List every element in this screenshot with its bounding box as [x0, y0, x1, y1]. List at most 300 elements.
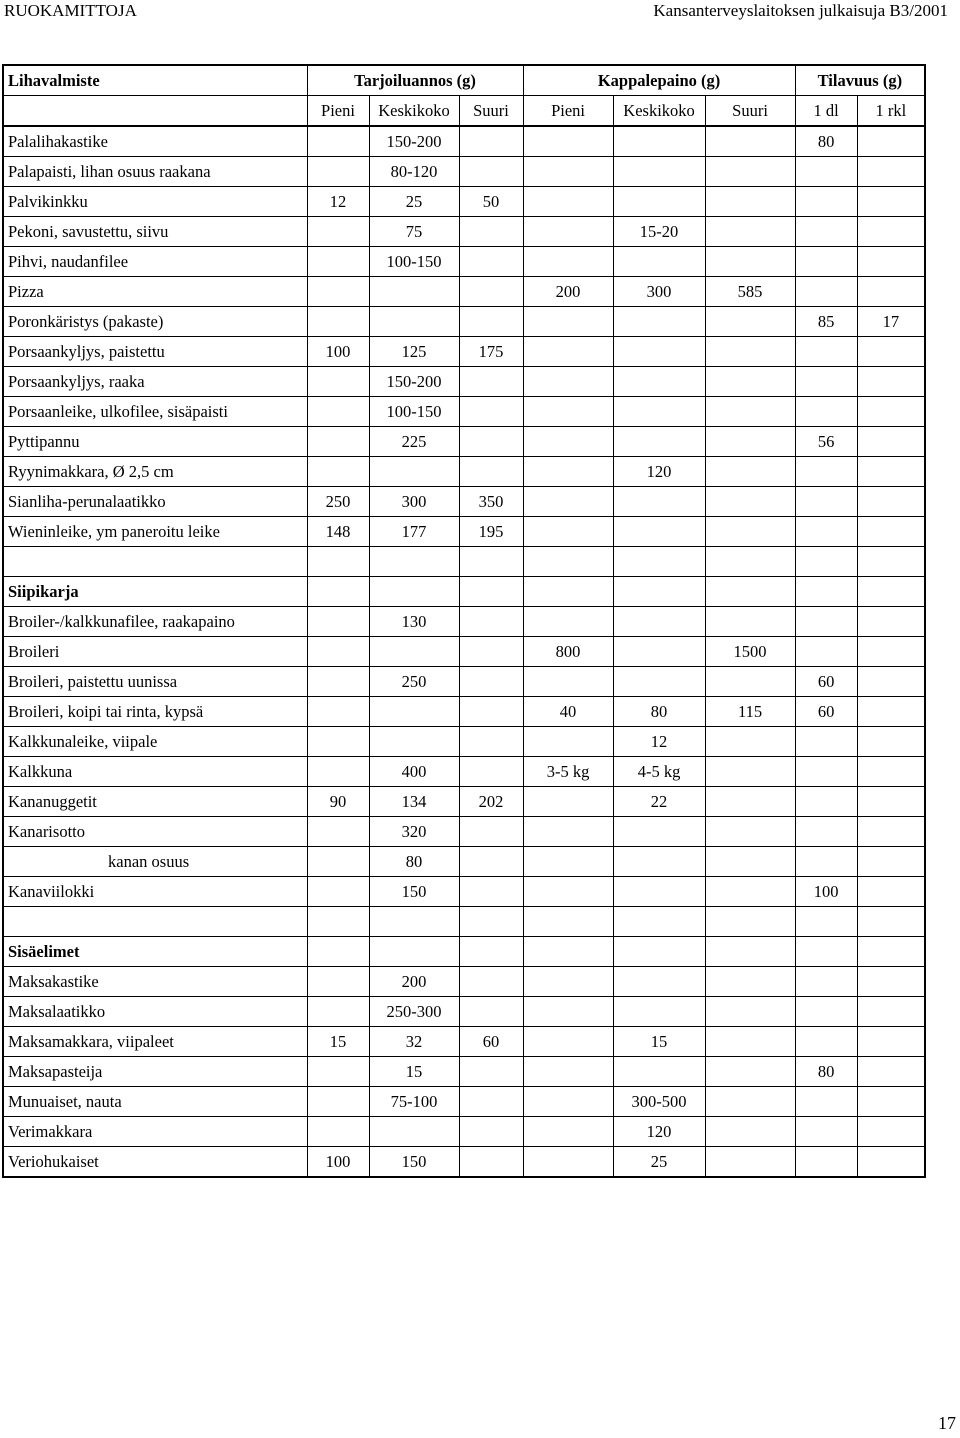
value-cell: [795, 367, 857, 397]
value-cell: 15: [369, 1057, 459, 1087]
value-cell: [307, 607, 369, 637]
value-cell: 350: [459, 487, 523, 517]
header-title-left: RUOKAMITTOJA: [4, 1, 137, 20]
value-cell: [795, 847, 857, 877]
value-cell: [705, 217, 795, 247]
food-name-cell: Kananuggetit: [3, 787, 307, 817]
table-row: [3, 967, 925, 997]
value-cell: 177: [369, 517, 459, 547]
value-cell: 22: [613, 787, 705, 817]
value-cell: [857, 337, 925, 367]
value-cell: [307, 247, 369, 277]
value-cell: [795, 247, 857, 277]
value-cell: [795, 607, 857, 637]
value-cell: 80: [613, 697, 705, 727]
table-body: [3, 126, 925, 1177]
food-name-cell: Broileri: [3, 637, 307, 667]
value-cell: 100: [307, 337, 369, 367]
food-name-cell: Maksakastike: [3, 967, 307, 997]
table-row: [3, 1057, 925, 1087]
value-cell: [307, 697, 369, 727]
value-cell: [705, 487, 795, 517]
value-cell: [705, 877, 795, 907]
food-name-cell: Kalkkunaleike, viipale: [3, 727, 307, 757]
table-row: [3, 517, 925, 547]
value-cell: [705, 307, 795, 337]
value-cell: [857, 427, 925, 457]
value-cell: [705, 727, 795, 757]
value-cell: [613, 367, 705, 397]
value-cell: [613, 307, 705, 337]
group-header: Tilavuus (g): [795, 65, 925, 96]
subheader-row: [3, 96, 925, 127]
value-cell: [459, 607, 523, 637]
value-cell: [705, 1087, 795, 1117]
value-cell: [459, 637, 523, 667]
value-cell: [613, 517, 705, 547]
value-cell: [795, 157, 857, 187]
table-row: [3, 637, 925, 667]
value-cell: [307, 367, 369, 397]
value-cell: 148: [307, 517, 369, 547]
table-row: [3, 607, 925, 637]
value-cell: 202: [459, 787, 523, 817]
value-cell: [857, 1057, 925, 1087]
value-cell: [857, 157, 925, 187]
value-cell: [857, 217, 925, 247]
value-cell: 60: [795, 667, 857, 697]
value-cell: 15: [613, 1027, 705, 1057]
food-name-cell: Maksalaatikko: [3, 997, 307, 1027]
value-cell: [613, 967, 705, 997]
page-header: [0, 0, 960, 24]
value-cell: [705, 967, 795, 997]
empty-cell: [857, 937, 925, 967]
group-header: Tarjoiluannos (g): [307, 65, 523, 96]
value-cell: [369, 1117, 459, 1147]
empty-cell: [369, 577, 459, 607]
value-cell: [795, 1027, 857, 1057]
value-cell: 130: [369, 607, 459, 637]
empty-cell: [369, 907, 459, 937]
food-name-cell: Porsaankyljys, raaka: [3, 367, 307, 397]
table-row: [3, 1027, 925, 1057]
value-cell: 4-5 kg: [613, 757, 705, 787]
value-cell: [307, 757, 369, 787]
value-cell: [857, 1117, 925, 1147]
value-cell: [857, 247, 925, 277]
table-row: [3, 787, 925, 817]
empty-cell: [705, 547, 795, 577]
food-name-cell: Maksamakkara, viipaleet: [3, 1027, 307, 1057]
value-cell: [857, 697, 925, 727]
value-cell: [613, 187, 705, 217]
value-cell: [369, 277, 459, 307]
food-name-cell: kanan osuus: [3, 847, 307, 877]
value-cell: [307, 457, 369, 487]
section-title: Sisäelimet: [3, 937, 307, 967]
food-name-cell: Pekoni, savustettu, siivu: [3, 217, 307, 247]
value-cell: 250: [369, 667, 459, 697]
food-name-cell: Wieninleike, ym paneroitu leike: [3, 517, 307, 547]
value-cell: [857, 187, 925, 217]
value-cell: [307, 1057, 369, 1087]
value-cell: [523, 187, 613, 217]
value-cell: [307, 157, 369, 187]
food-name-cell: Broiler-/kalkkunafilee, raakapaino: [3, 607, 307, 637]
value-cell: 150-200: [369, 367, 459, 397]
value-cell: [613, 1057, 705, 1087]
value-cell: [523, 157, 613, 187]
value-cell: 90: [307, 787, 369, 817]
value-cell: [705, 997, 795, 1027]
value-cell: 300: [613, 277, 705, 307]
subheader-cell: Keskikoko: [369, 96, 459, 127]
table-row: [3, 757, 925, 787]
value-cell: [459, 847, 523, 877]
value-cell: 400: [369, 757, 459, 787]
food-name-cell: Porsaanleike, ulkofilee, sisäpaisti: [3, 397, 307, 427]
section-header-row: [3, 577, 925, 607]
value-cell: [857, 997, 925, 1027]
value-cell: 3-5 kg: [523, 757, 613, 787]
value-cell: [459, 367, 523, 397]
value-cell: 85: [795, 307, 857, 337]
table-row: [3, 697, 925, 727]
value-cell: [613, 817, 705, 847]
subheader-cell: 1 dl: [795, 96, 857, 127]
subheader-cell: Suuri: [459, 96, 523, 127]
value-cell: [523, 727, 613, 757]
value-cell: 100: [307, 1147, 369, 1178]
empty-cell: [307, 577, 369, 607]
value-cell: [369, 637, 459, 667]
food-name-cell: Palalihakastike: [3, 126, 307, 157]
value-cell: [857, 847, 925, 877]
value-cell: [523, 337, 613, 367]
value-cell: [613, 157, 705, 187]
food-name-cell: Munuaiset, nauta: [3, 1087, 307, 1117]
value-cell: [369, 457, 459, 487]
value-cell: [613, 997, 705, 1027]
table-row: [3, 997, 925, 1027]
value-cell: 585: [705, 277, 795, 307]
value-cell: [613, 637, 705, 667]
value-cell: [307, 126, 369, 157]
value-cell: [523, 997, 613, 1027]
empty-cell: [307, 547, 369, 577]
value-cell: [857, 487, 925, 517]
table-row: [3, 367, 925, 397]
value-cell: [369, 697, 459, 727]
value-cell: [795, 217, 857, 247]
section-title: Siipikarja: [3, 577, 307, 607]
value-cell: 75-100: [369, 1087, 459, 1117]
value-cell: [795, 1117, 857, 1147]
first-column-title: Lihavalmiste: [3, 65, 307, 96]
table-row: [3, 427, 925, 457]
value-cell: [523, 877, 613, 907]
value-cell: [705, 667, 795, 697]
value-cell: [705, 126, 795, 157]
table-row: [3, 457, 925, 487]
value-cell: 134: [369, 787, 459, 817]
value-cell: [795, 637, 857, 667]
value-cell: [523, 126, 613, 157]
empty-cell: [795, 547, 857, 577]
value-cell: [857, 637, 925, 667]
value-cell: [705, 457, 795, 487]
value-cell: 225: [369, 427, 459, 457]
empty-cell: [3, 907, 307, 937]
value-cell: [795, 967, 857, 997]
value-cell: 250-300: [369, 997, 459, 1027]
food-name-cell: Poronkäristys (pakaste): [3, 307, 307, 337]
empty-cell: [795, 937, 857, 967]
value-cell: [459, 817, 523, 847]
value-cell: [459, 157, 523, 187]
value-cell: 100: [795, 877, 857, 907]
empty-cell: [613, 547, 705, 577]
value-cell: [705, 367, 795, 397]
subheader-cell: 1 rkl: [857, 96, 925, 127]
food-name-cell: Palapaisti, lihan osuus raakana: [3, 157, 307, 187]
value-cell: [795, 787, 857, 817]
spacer-row: [3, 547, 925, 577]
value-cell: [795, 397, 857, 427]
table-row: [3, 157, 925, 187]
value-cell: [857, 1147, 925, 1178]
value-cell: [307, 1087, 369, 1117]
food-name-cell: Porsaankyljys, paistettu: [3, 337, 307, 367]
value-cell: 56: [795, 427, 857, 457]
value-cell: [523, 397, 613, 427]
empty-cell: [307, 907, 369, 937]
subheader-cell: Keskikoko: [613, 96, 705, 127]
value-cell: [795, 727, 857, 757]
value-cell: [705, 187, 795, 217]
value-cell: [459, 126, 523, 157]
subheader-cell: Pieni: [307, 96, 369, 127]
food-name-cell: Sianliha-perunalaatikko: [3, 487, 307, 517]
subheader-empty: [3, 96, 307, 127]
value-cell: [705, 757, 795, 787]
value-cell: [307, 307, 369, 337]
value-cell: [307, 667, 369, 697]
food-name-cell: Kanarisotto: [3, 817, 307, 847]
value-cell: [307, 427, 369, 457]
value-cell: [705, 247, 795, 277]
value-cell: [459, 997, 523, 1027]
value-cell: 80: [795, 1057, 857, 1087]
value-cell: [307, 847, 369, 877]
value-cell: [795, 1147, 857, 1178]
table-row: [3, 397, 925, 427]
empty-cell: [613, 907, 705, 937]
value-cell: [523, 787, 613, 817]
value-cell: [459, 667, 523, 697]
table-row: [3, 337, 925, 367]
value-cell: 200: [523, 277, 613, 307]
subheader-cell: Pieni: [523, 96, 613, 127]
value-cell: 250: [307, 487, 369, 517]
value-cell: [459, 757, 523, 787]
value-cell: [705, 157, 795, 187]
value-cell: [857, 817, 925, 847]
value-cell: [459, 217, 523, 247]
table-row: [3, 247, 925, 277]
empty-cell: [459, 547, 523, 577]
spacer-row: [3, 907, 925, 937]
value-cell: [705, 397, 795, 427]
empty-cell: [705, 907, 795, 937]
value-cell: 32: [369, 1027, 459, 1057]
food-name-cell: Kanaviilokki: [3, 877, 307, 907]
value-cell: [705, 847, 795, 877]
value-cell: [459, 1057, 523, 1087]
value-cell: [307, 997, 369, 1027]
value-cell: 320: [369, 817, 459, 847]
value-cell: [705, 607, 795, 637]
value-cell: [459, 697, 523, 727]
value-cell: 1500: [705, 637, 795, 667]
value-cell: [523, 1057, 613, 1087]
value-cell: [613, 487, 705, 517]
empty-cell: [369, 547, 459, 577]
value-cell: [523, 517, 613, 547]
value-cell: [307, 277, 369, 307]
food-name-cell: Ryynimakkara, Ø 2,5 cm: [3, 457, 307, 487]
empty-cell: [613, 577, 705, 607]
value-cell: 25: [369, 187, 459, 217]
value-cell: [795, 187, 857, 217]
value-cell: [459, 457, 523, 487]
serving-size-table: [2, 64, 926, 1178]
group-header: Kappalepaino (g): [523, 65, 795, 96]
value-cell: 150-200: [369, 126, 459, 157]
empty-cell: [3, 547, 307, 577]
value-cell: [307, 877, 369, 907]
group-header-row: [3, 65, 925, 96]
value-cell: [459, 1117, 523, 1147]
value-cell: 12: [307, 187, 369, 217]
value-cell: [795, 457, 857, 487]
empty-cell: [369, 937, 459, 967]
value-cell: 60: [459, 1027, 523, 1057]
empty-cell: [795, 907, 857, 937]
value-cell: 115: [705, 697, 795, 727]
empty-cell: [857, 547, 925, 577]
value-cell: [459, 427, 523, 457]
empty-cell: [705, 577, 795, 607]
food-name-cell: Kalkkuna: [3, 757, 307, 787]
value-cell: [857, 967, 925, 997]
value-cell: [459, 397, 523, 427]
value-cell: [307, 727, 369, 757]
value-cell: 12: [613, 727, 705, 757]
table-row: [3, 847, 925, 877]
value-cell: [307, 967, 369, 997]
value-cell: [795, 487, 857, 517]
table-row: [3, 877, 925, 907]
value-cell: 100-150: [369, 397, 459, 427]
value-cell: [705, 1027, 795, 1057]
food-name-cell: Broileri, koipi tai rinta, kypsä: [3, 697, 307, 727]
value-cell: [523, 1117, 613, 1147]
food-name-cell: Verimakkara: [3, 1117, 307, 1147]
value-cell: 800: [523, 637, 613, 667]
value-cell: [523, 1147, 613, 1178]
value-cell: 15-20: [613, 217, 705, 247]
page-number: 17: [938, 1413, 956, 1433]
table-row: [3, 307, 925, 337]
value-cell: [523, 847, 613, 877]
food-name-cell: Pizza: [3, 277, 307, 307]
value-cell: 200: [369, 967, 459, 997]
value-cell: [857, 367, 925, 397]
value-cell: [613, 667, 705, 697]
empty-cell: [795, 577, 857, 607]
value-cell: [523, 457, 613, 487]
value-cell: [857, 757, 925, 787]
value-cell: [613, 337, 705, 367]
value-cell: [523, 427, 613, 457]
empty-cell: [705, 937, 795, 967]
value-cell: [523, 667, 613, 697]
section-header-row: [3, 937, 925, 967]
value-cell: 120: [613, 1117, 705, 1147]
value-cell: 175: [459, 337, 523, 367]
value-cell: [705, 337, 795, 367]
value-cell: [459, 1087, 523, 1117]
value-cell: [523, 967, 613, 997]
table-row: [3, 487, 925, 517]
value-cell: [613, 877, 705, 907]
empty-cell: [459, 907, 523, 937]
value-cell: 195: [459, 517, 523, 547]
value-cell: [307, 1117, 369, 1147]
table-row: [3, 126, 925, 157]
value-cell: [613, 247, 705, 277]
value-cell: 125: [369, 337, 459, 367]
food-name-cell: Pyttipannu: [3, 427, 307, 457]
value-cell: 150: [369, 877, 459, 907]
value-cell: [857, 727, 925, 757]
table-row: [3, 1117, 925, 1147]
table-row: [3, 277, 925, 307]
value-cell: [613, 607, 705, 637]
value-cell: [523, 1087, 613, 1117]
value-cell: [523, 367, 613, 397]
empty-cell: [459, 577, 523, 607]
value-cell: [857, 877, 925, 907]
value-cell: [523, 487, 613, 517]
value-cell: [523, 1027, 613, 1057]
value-cell: 50: [459, 187, 523, 217]
value-cell: [857, 667, 925, 697]
value-cell: [795, 277, 857, 307]
value-cell: [857, 457, 925, 487]
value-cell: [795, 817, 857, 847]
value-cell: [857, 126, 925, 157]
food-name-cell: Veriohukaiset: [3, 1147, 307, 1178]
value-cell: [705, 1057, 795, 1087]
value-cell: [459, 307, 523, 337]
empty-cell: [523, 577, 613, 607]
value-cell: [523, 217, 613, 247]
value-cell: [795, 757, 857, 787]
value-cell: [613, 126, 705, 157]
